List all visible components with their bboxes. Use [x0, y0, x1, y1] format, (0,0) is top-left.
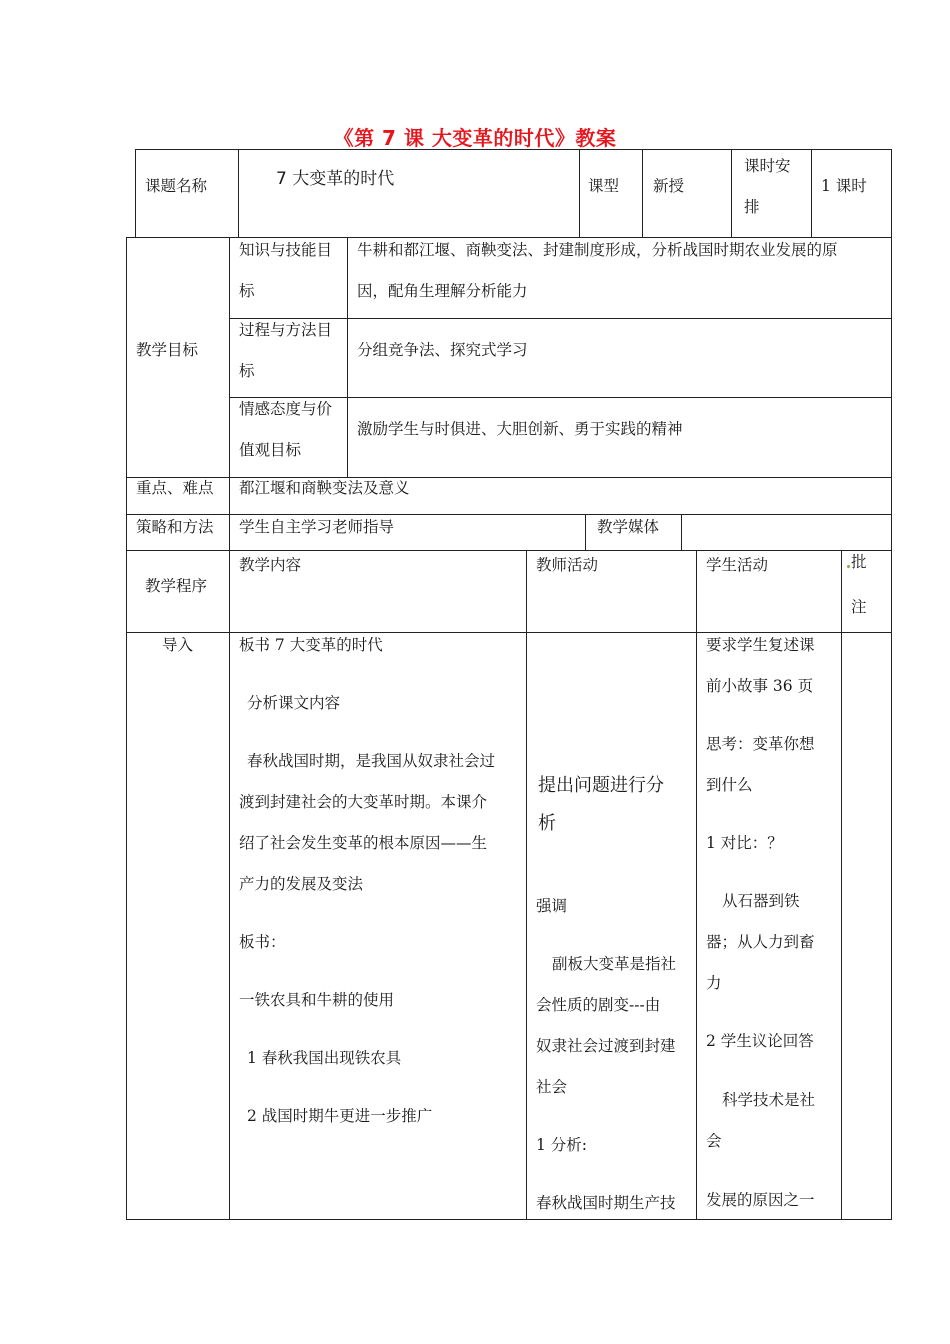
student-line: 会	[706, 1132, 722, 1150]
emotion-label-line1: 情感态度与价	[239, 400, 333, 418]
student-line: 力	[706, 974, 722, 992]
process-label-line2: 标	[239, 362, 255, 380]
content-line: 渡到封建社会的大变革时期。本课介	[239, 793, 488, 811]
media-label: 教学媒体	[597, 518, 660, 536]
process-label-line1: 过程与方法目	[239, 321, 333, 339]
student-line: 器；从人力到畜	[706, 933, 815, 951]
topic-value: 7 大变革的时代	[276, 169, 395, 189]
hours-label-line2: 排	[744, 198, 760, 216]
content-header: 教学内容	[239, 556, 302, 574]
hours-value: 1 课时	[821, 177, 867, 195]
content-line: 产力的发展及变法	[239, 875, 364, 893]
green-mark	[847, 565, 850, 568]
student-line: 1 对比：？	[706, 834, 783, 852]
teacher-line: 会性质的剧变---由	[536, 996, 661, 1014]
student-line: 发展的原因之一	[706, 1191, 815, 1209]
teacher-highlight-line2: 析	[538, 813, 556, 834]
knowledge-value-line2: 因，配角生理解分析能力	[357, 282, 528, 300]
knowledge-value-line1: 牛耕和都江堰、商鞅变法、封建制度形成，分析战国时期农业发展的原	[357, 241, 838, 259]
student-line: 到什么	[706, 776, 753, 794]
emotion-label-line2: 值观目标	[239, 441, 302, 459]
student-line: 前小故事 36 页	[706, 677, 814, 695]
content-line: 2 战国时期牛更进一步推广	[247, 1107, 433, 1125]
emotion-value: 激励学生与时俱进、大胆创新、勇于实践的精神	[357, 420, 683, 438]
content-line: 分析课文内容	[247, 694, 341, 712]
intro-label-cell	[126, 632, 230, 1220]
teacher-header: 教师活动	[536, 556, 599, 574]
process-value: 分组竞争法、探究式学习	[357, 341, 528, 359]
teacher-line: 社会	[536, 1078, 568, 1096]
intro-label: 导入	[162, 636, 194, 654]
student-line: 要求学生复述课	[706, 636, 815, 654]
document-title: 《第 7 课 大变革的时代》教案	[333, 126, 617, 150]
teacher-line: 1 分析:	[536, 1136, 588, 1154]
content-line: 板书 7 大变革的时代	[239, 636, 383, 654]
keypoints-value: 都江堰和商鞅变法及意义	[239, 479, 410, 497]
content-line: 一铁农具和牛耕的使用	[239, 991, 395, 1009]
student-line: 2 学生议论回答	[706, 1032, 814, 1050]
strategy-label: 策略和方法	[136, 518, 214, 536]
intro-note-cell	[841, 632, 892, 1220]
note-header-line2: 注	[851, 598, 867, 616]
student-header: 学生活动	[706, 556, 769, 574]
knowledge-label-line1: 知识与技能目	[239, 241, 333, 259]
teacher-line: 奴隶社会过渡到封建	[536, 1037, 676, 1055]
student-line: 从石器到铁	[722, 892, 800, 910]
type-value: 新授	[653, 177, 685, 195]
strategy-value: 学生自主学习老师指导	[239, 518, 395, 536]
teacher-line: 春秋战国时期生产技	[536, 1194, 676, 1212]
content-line: 春秋战国时期，是我国从奴隶社会过	[247, 752, 496, 770]
objectives-label: 教学目标	[136, 341, 199, 359]
content-line: 绍了社会发生变革的根本原因——生	[239, 834, 488, 852]
procedure-label: 教学程序	[145, 577, 208, 595]
student-line: 思考：变革你想	[706, 735, 815, 753]
student-line: 科学技术是社	[722, 1091, 816, 1109]
hours-label-line1: 课时安	[744, 157, 791, 175]
teacher-line: 强调	[536, 897, 568, 915]
teacher-line: 副板大变革是指社	[552, 955, 677, 973]
knowledge-label-line2: 标	[239, 282, 255, 300]
topic-label: 课题名称	[145, 177, 208, 195]
keypoints-label: 重点、难点	[136, 479, 214, 497]
note-header-line1: 批	[851, 553, 867, 571]
content-line: 板书：	[239, 933, 286, 951]
content-line: 1 春秋我国出现铁农具	[247, 1049, 402, 1067]
teacher-highlight-line1: 提出问题进行分	[538, 775, 664, 796]
type-label: 课型	[588, 177, 620, 195]
